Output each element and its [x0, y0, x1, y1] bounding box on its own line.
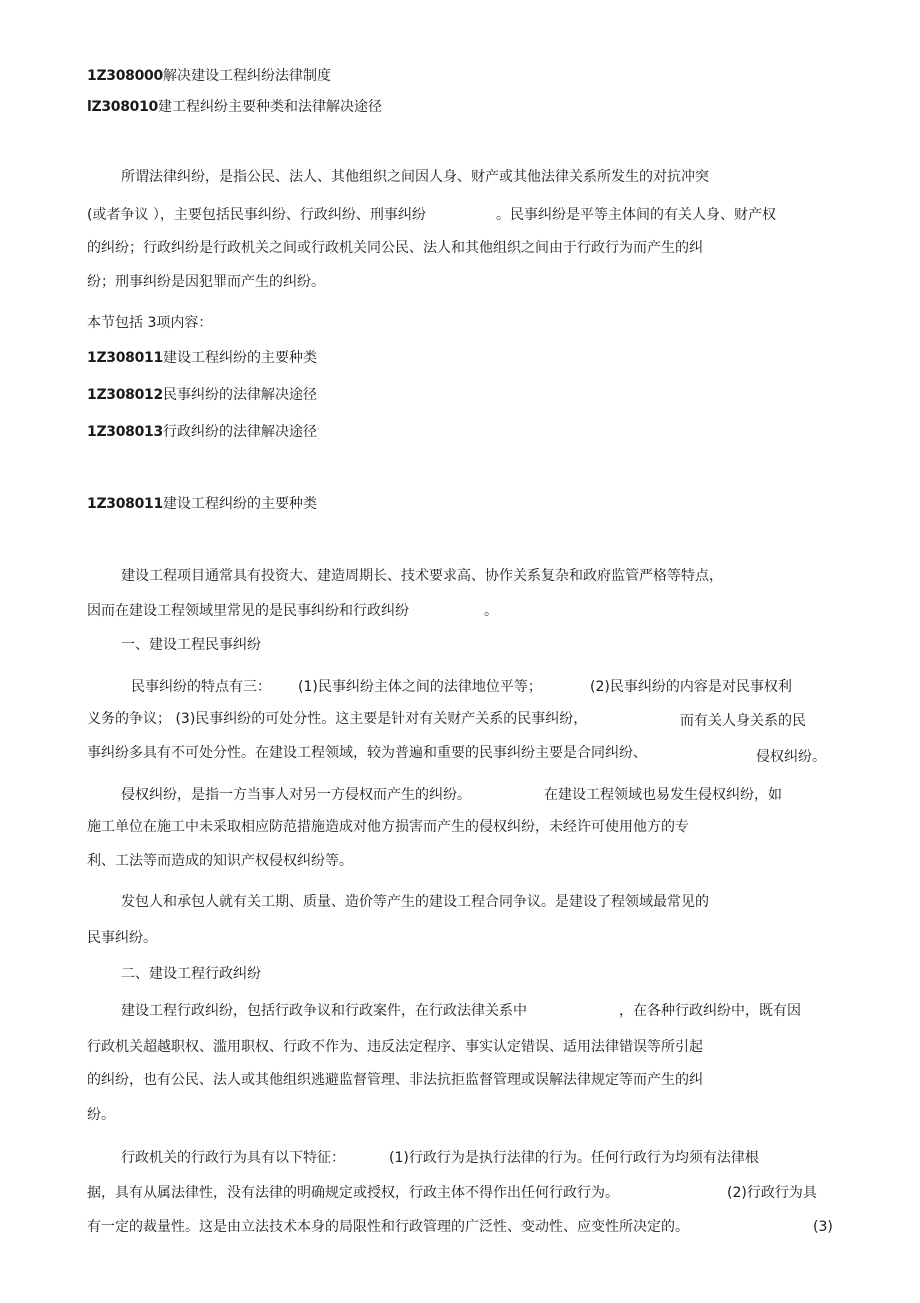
contract-line-1: 发包人和承包人就有关工期、质量、造价等产生的建设工程合同争议。是建设了程领域最常见的 [121, 894, 709, 910]
admin-line-4: 纷。 [87, 1107, 115, 1123]
tort-line-1b: 在建设工程领域也易发生侵权纠纷，如 [544, 787, 782, 803]
civil-line-3a: 事纠纷多具有不可处分性。在建设工程领域，较为普遍和重要的民事纠纷主要是合同纠纷、 [87, 745, 647, 761]
civil-line-3b: 侵权纠纷。 [756, 749, 826, 765]
intro-line-2a: (或者争议 ），主要包括民事纠纷、行政纠纷、刑事纠纷 [87, 207, 426, 223]
acts-line-1a: 行政机关的行政行为具有以下特征： [121, 1150, 345, 1166]
heading-code: 1Z308011 [87, 496, 163, 512]
heading-code: 1Z308000 [87, 68, 163, 84]
acts-line-3b: (3) [813, 1219, 833, 1235]
intro-line-3: 的纠纷；行政纠纷是行政机关之间或行政机关同公民、法人和其他组织之间由于行政行为而产生的纠 [87, 240, 703, 256]
tort-line-1a: 侵权纠纷，是指一方当事人对另一方侵权而产生的纠纷。 [121, 787, 471, 803]
admin-line-1a: 建设工程行政纠纷，包括行政争议和行政案件，在行政法律关系中 [121, 1003, 527, 1019]
intro-line-4: 纷；刑事纠纷是因犯罪而产生的纠纷。 [87, 274, 325, 290]
section-count: 本节包括 3项内容： [87, 315, 213, 331]
civil-line-1b: (1)民事纠纷主体之间的法律地位平等； [298, 679, 542, 695]
toc-item [87, 385, 317, 405]
admin-line-1b: ，在各种行政纠纷中，既有因 [619, 1003, 801, 1019]
heading-text: 解决建设工程纠纷法律制度 [162, 68, 331, 84]
heading-1z308010 [87, 97, 382, 117]
toc-code: 1Z308013 [87, 424, 163, 440]
toc-item [87, 422, 317, 442]
subheading-civil: 一、建设工程民事纠纷 [121, 637, 261, 653]
tort-line-2: 施工单位在施工中未采取相应防范措施造成对他方损害而产生的侵权纠纷，未经许可使用他方的专 [87, 819, 689, 835]
acts-line-2a: 据，具有从属法律性，没有法律的明确规定或授权，行政主体不得作出任何行政行为。 [87, 1185, 619, 1201]
contract-line-2: 民事纠纷。 [87, 930, 157, 946]
heading-code: lZ308010 [87, 99, 158, 115]
features-line-1: 建设工程项目通常具有投资大、建造周期长、技术要求高、协作关系复杂和政府监管严格等特点， [121, 568, 723, 584]
civil-line-1c: (2)民事纠纷的内容是对民事权利 [590, 679, 792, 695]
subheading-admin: 二、建设工程行政纠纷 [121, 966, 261, 982]
civil-line-2a: 义务的争议； (3)民事纠纷的可处分性。这主要是针对有关财产关系的民事纠纷， [87, 711, 588, 727]
admin-line-2: 行政机关超越职权、滥用职权、行政不作为、违反法定程序、事实认定错误、适用法律错误等所引起 [87, 1039, 703, 1055]
toc-text: 民事纠纷的法律解决途径 [162, 387, 317, 403]
toc-text: 建设工程纠纷的主要种类 [162, 350, 317, 366]
heading-text: 建工程纠纷主要种类和法律解决途径 [158, 99, 382, 115]
civil-line-1a: 民事纠纷的特点有三： [131, 679, 271, 695]
heading-text: 建设工程纠纷的主要种类 [162, 496, 317, 512]
civil-line-2b: 而有关人身关系的民 [680, 713, 806, 729]
acts-line-1b: (1)行政行为是执行法律的行为。任何行政行为均须有法律根 [389, 1150, 759, 1166]
admin-line-3: 的纠纷，也有公民、法人或其他组织逃避监督管理、非法抗拒监督管理或误解法律规定等而产生的纠 [87, 1072, 703, 1088]
intro-line-1: 所谓法律纠纷，是指公民、法人、其他组织之间因人身、财产或其他法律关系所发生的对抗冲突 [121, 169, 709, 185]
acts-line-2b: (2)行政行为具 [727, 1185, 817, 1201]
toc-text: 行政纠纷的法律解决途径 [162, 424, 317, 440]
heading-1z308011 [87, 494, 317, 514]
toc-code: 1Z308012 [87, 387, 163, 403]
features-line-2a: 因而在建设工程领域里常见的是民事纠纷和行政纠纷 [87, 603, 409, 619]
acts-line-3a: 有一定的裁量性。这是由立法技术本身的局限性和行政管理的广泛性、变动性、应变性所决定的。 [87, 1219, 689, 1235]
heading-1z308000 [87, 66, 331, 86]
toc-item [87, 348, 317, 368]
tort-line-3: 利、工法等而造成的知识产权侵权纠纷等。 [87, 853, 353, 869]
features-line-2b: 。 [484, 603, 498, 619]
intro-line-2b: 。民事纠纷是平等主体间的有关人身、财产权 [496, 207, 776, 223]
toc-code: 1Z308011 [87, 350, 163, 366]
